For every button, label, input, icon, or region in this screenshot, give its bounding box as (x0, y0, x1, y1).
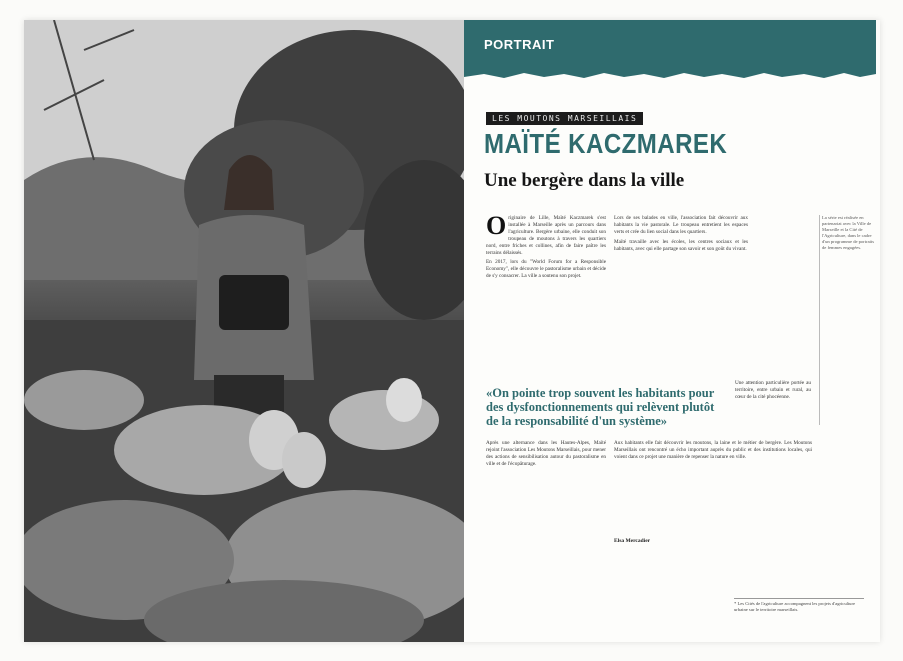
torn-edge-decoration (464, 68, 876, 80)
rubric-banner (464, 20, 876, 72)
shepherd-with-sheep-image (24, 20, 464, 642)
paragraph: Lors de ses balades en ville, l'association fait découvrir aux habitants la vie pastorale. Le troupeau entretient les espaces verts et crée du lien social dans les quartiers. (614, 215, 748, 235)
paragraph: Maïté travaille avec les écoles, les centres sociaux et les habitants, avec qui elle partage son savoir et son goût du vivant. (614, 238, 748, 252)
paragraph: riginaire de Lille, Maïté Kaczmarek s'est installée à Marseille après un parcours dans l'agriculture. Bergère urbaine, elle conduit son troupeau de moutons à travers les quartiers nord, entre friches et collines, afin de faire paître les terrains délaissés. (486, 215, 606, 256)
article-page (464, 20, 880, 642)
body-column-4 (614, 440, 812, 464)
pull-quote: «On pointe trop souvent les habitants pour des dysfonctionnements qui relèvent plutôt de la responsabilité d'un système» (486, 386, 715, 428)
author-signature: Elsa Mercadier (614, 538, 651, 544)
drop-cap: O (486, 211, 507, 240)
paragraph: En 2017, lors du "World Forum for a Responsible Economy", elle découvre le pastoralisme urbain et décide de s'y consacrer. La ville a soutenu son projet. (486, 259, 606, 280)
paragraph: Après une alternance dans les Hautes-Alpes, Maïté rejoint l'association Les Moutons Marseillais, pour mener des actions de sensibilisation autour du pastoralisme en ville et de l'écopâturage. (486, 440, 606, 467)
sidebar-note: La série est réalisée en partenariat avec la Ville de Marseille et la Cité de l'Agriculture, dans le cadre d'un programme de portraits de femmes engagées. (822, 215, 874, 250)
body-column-1 (486, 211, 606, 283)
subtitle: Une bergère dans la ville (484, 170, 685, 191)
body-column-3 (486, 440, 606, 471)
rubric-label: PORTRAIT (484, 37, 555, 52)
footnote: * Les Cités de l'agriculture accompagnent les projets d'agriculture urbaine sur le territoire marseillais. (734, 598, 864, 613)
paragraph: Aux habitants elle fait découvrir les moutons, la laine et le métier de bergère. Les Moutons Marseillais ont rencontré un écho important auprès du public et des institutions locales, qui voient dans ce projet une manière de repenser la nature en ville. (614, 440, 812, 460)
body-column-2 (614, 215, 748, 256)
body-column-2b: Une attention particulière portée au territoire, entre urbain et rural, au cœur de la cité phocéenne. (735, 380, 811, 400)
magazine-spread (24, 20, 880, 642)
column-divider (819, 215, 820, 425)
kicker-label: LES MOUTONS MARSEILLAIS (486, 112, 643, 125)
headline: MAÏTÉ KACZMAREK (484, 128, 728, 159)
portrait-photo (24, 20, 464, 642)
